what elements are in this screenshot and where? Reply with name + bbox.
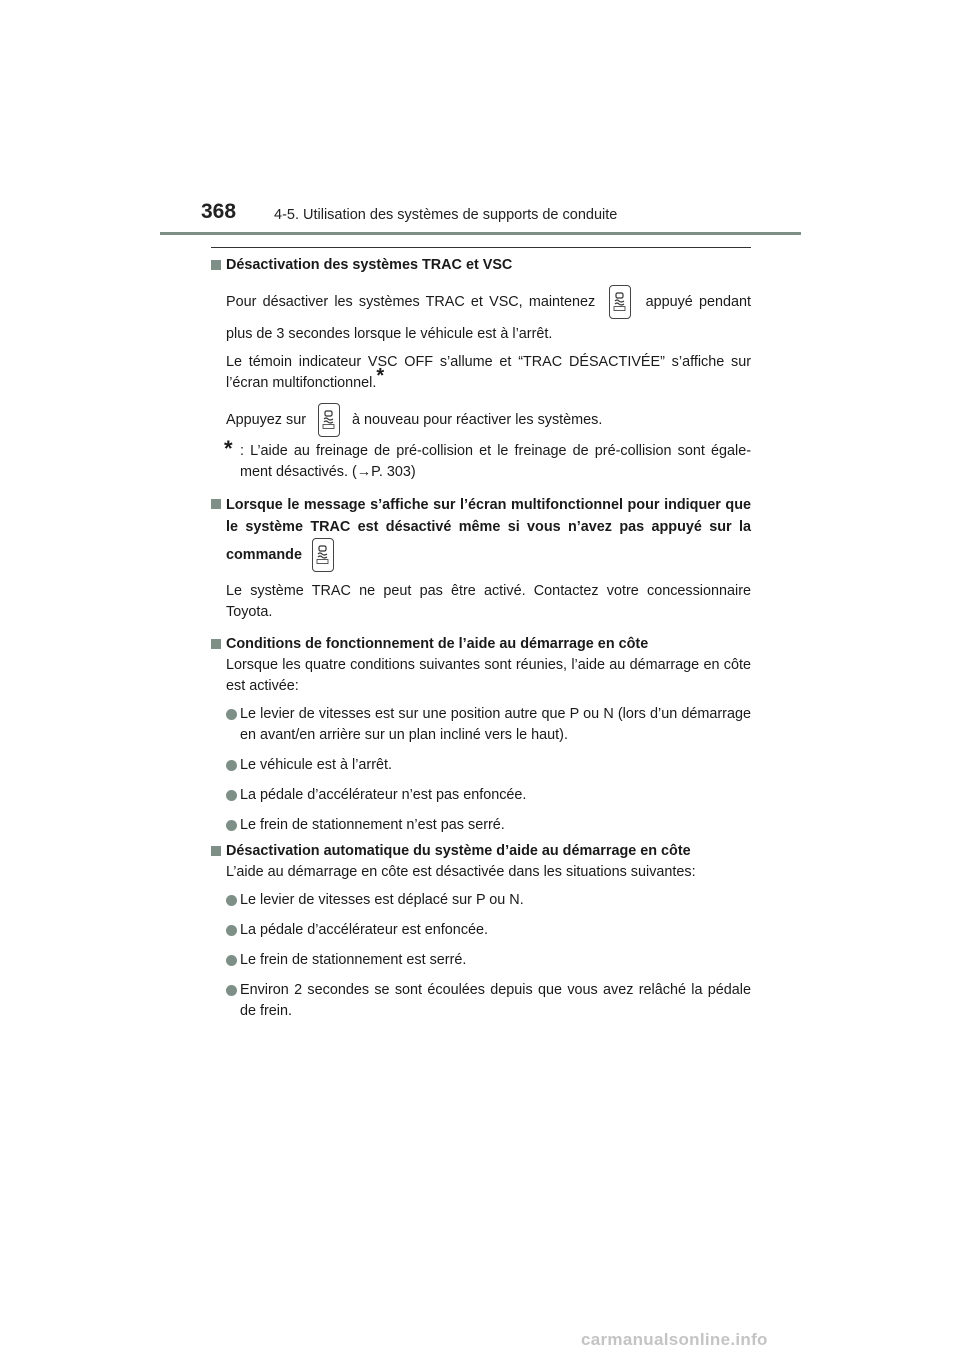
page-number: 368: [201, 200, 237, 223]
round-bullet-icon: [226, 895, 237, 906]
list-item-text: Le frein de stationnement n’est pas serré.: [240, 817, 505, 833]
heading-trac-vsc-off: [211, 255, 751, 276]
paragraph-text: Le témoin indicateur VSC OFF s’allume et “TRAC DÉSACTIVÉE” s’affiche sur l’écran multifonctionnel.: [226, 354, 751, 391]
list-item: [211, 920, 751, 941]
paragraph-reactivate: [211, 403, 751, 437]
page-content: [211, 255, 751, 1022]
vsc-off-button-icon: [318, 403, 340, 437]
paragraph-text: Appuyez sur: [226, 411, 306, 428]
square-bullet-icon: [211, 846, 221, 856]
heading-text: Lorsque le message s’affiche sur l’écran multifonctionnel pour indiquer que le système TRAC est désactivé même si vous n’avez pas appuyé sur la commande: [226, 497, 751, 563]
square-bullet-icon: [211, 499, 221, 509]
vsc-off-button-icon: [312, 538, 334, 572]
header-rule: [160, 232, 801, 235]
footnote-star-icon: *: [224, 436, 233, 461]
paragraph-text: L’aide au démarrage en côte est désactivée dans les situations suivantes:: [226, 864, 696, 880]
square-bullet-icon: [211, 639, 221, 649]
footnote: [211, 436, 751, 483]
round-bullet-icon: [226, 925, 237, 936]
heading-trac-message: [211, 494, 751, 572]
paragraph-indicator: [211, 352, 751, 394]
list-item: [211, 950, 751, 971]
round-bullet-icon: [226, 709, 237, 720]
heading-text: Désactivation automatique du système d’aide au démarrage en côte: [226, 843, 691, 859]
square-bullet-icon: [211, 260, 221, 270]
paragraph-text: Pour désactiver les systèmes TRAC et VSC, maintenez: [226, 293, 596, 310]
footnote-star-icon: *: [376, 365, 385, 387]
heading-hill-start-auto-off: [211, 841, 751, 862]
round-bullet-icon: [226, 760, 237, 771]
paragraph-text: Lorsque les quatre conditions suivantes sont réunies, l’aide au démarrage en côte est activée:: [226, 657, 751, 694]
list-item-text: Environ 2 secondes se sont écoulées depuis que vous avez relâché la pédale de frein.: [240, 982, 751, 1019]
paragraph-conditions: [211, 655, 751, 697]
heading-text: Désactivation des systèmes TRAC et VSC: [226, 257, 513, 273]
content-rule: [211, 247, 751, 248]
heading-hill-start-conditions: [211, 634, 751, 655]
round-bullet-icon: [226, 820, 237, 831]
list-item-text: Le véhicule est à l’arrêt.: [240, 757, 392, 773]
list-item: [211, 704, 751, 746]
section-title: 4-5. Utilisation des systèmes de supports de conduite: [274, 207, 618, 223]
paragraph-text: Le système TRAC ne peut pas être activé. Contactez votre concessionnaire Toyota.: [226, 583, 751, 620]
list-item-text: La pédale d’accélérateur n’est pas enfoncée.: [240, 787, 527, 803]
paragraph-text: à nouveau pour réactiver les systèmes.: [352, 411, 603, 428]
list-item: [211, 815, 751, 836]
list-item-text: La pédale d’accélérateur est enfoncée.: [240, 922, 489, 938]
list-item: [211, 785, 751, 806]
paragraph-text: appuyé pendant plus de 3 secondes lorsque le véhicule est à l’arrêt.: [226, 293, 751, 342]
list-item-text: Le levier de vitesses est déplacé sur P ou N.: [240, 892, 524, 908]
round-bullet-icon: [226, 790, 237, 801]
paragraph-deactivate: [211, 285, 751, 349]
paragraph-trac-unavailable: [211, 581, 751, 623]
paragraph-situations: [211, 862, 751, 883]
list-item-text: Le levier de vitesses est sur une position autre que P ou N (lors d’un démarrage en avant/en arrière sur un plan incliné vers le haut).: [240, 706, 751, 743]
list-item: [211, 980, 751, 1022]
footnote-text: : L’aide au freinage de pré-collision et le freinage de pré-collision sont également désactivés. (→P. 303): [240, 443, 751, 480]
list-item-text: Le frein de stationnement est serré.: [240, 952, 467, 968]
watermark: carmanualsonline.info: [581, 1330, 768, 1349]
list-item: [211, 890, 751, 911]
round-bullet-icon: [226, 955, 237, 966]
vsc-off-button-icon: [609, 285, 631, 319]
list-item: [211, 755, 751, 776]
round-bullet-icon: [226, 985, 237, 996]
page-header: [0, 0, 960, 240]
heading-text: Conditions de fonctionnement de l’aide au démarrage en côte: [226, 636, 649, 652]
